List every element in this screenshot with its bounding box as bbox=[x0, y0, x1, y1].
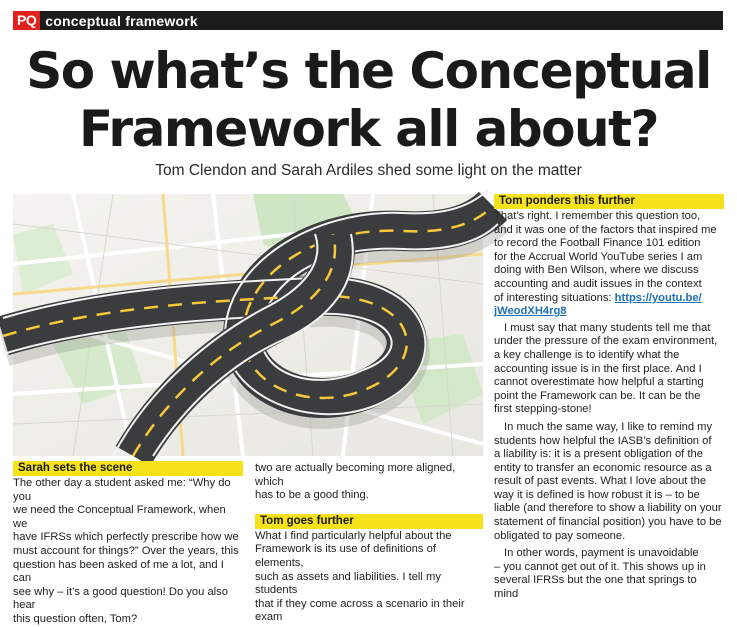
text-line: way it is defined is how robust it is – to be bbox=[494, 488, 700, 501]
title-line-1: So what’s the Conceptual bbox=[26, 42, 711, 100]
col3-paragraph-2 bbox=[494, 322, 724, 417]
text-line: question has been asked of me a lot, and I can bbox=[13, 558, 224, 585]
text-line: two are actually becoming more aligned, which bbox=[255, 462, 456, 488]
text-line: this question often, Tom? bbox=[13, 612, 138, 625]
article-subtitle: Tom Clendon and Sarah Ardiles shed some light on the matter bbox=[155, 162, 582, 179]
text-line: a key challenge is to identify what the bbox=[494, 348, 680, 361]
col3-paragraph-4 bbox=[494, 547, 724, 601]
text-line: several IFRSs but the one that springs to mind bbox=[494, 574, 697, 601]
text-line: under the pressure of the exam environment, bbox=[494, 335, 718, 348]
text-line: In much the same way, I like to remind my bbox=[504, 420, 713, 433]
text-line: accounting issue is in the first place. And I bbox=[494, 362, 702, 375]
text-line: cannot overestimate how helpful a starting bbox=[494, 376, 704, 389]
knotted-road-illustration bbox=[13, 194, 483, 456]
hero-image-knotted-road bbox=[13, 194, 483, 456]
text-line: and it was one of the factors that inspired me bbox=[494, 223, 717, 236]
text-line: see why – it’s a good question! Do you also hear bbox=[13, 585, 228, 612]
text-line: liable (and therefore to show a liability on your bbox=[494, 502, 722, 515]
youtube-link-part-1[interactable]: https://youtu.be/ bbox=[614, 291, 702, 304]
text-line: point the Framework can be. It can be the bbox=[494, 389, 701, 402]
text-line: entity to transfer an economic resource as a bbox=[494, 461, 712, 474]
column-2 bbox=[255, 458, 483, 625]
text-line: we need the Conceptual Framework, when we bbox=[13, 504, 226, 530]
column-3 bbox=[494, 194, 724, 602]
text-line: result of past events. What I love about the bbox=[494, 475, 707, 488]
text-line: The other day a student asked me: “Why do you bbox=[13, 477, 231, 503]
text-line: to record the Football Finance 101 edition bbox=[494, 237, 701, 250]
text-line: That’s right. I remember this question too, bbox=[494, 210, 701, 222]
pq-logo: PQ bbox=[13, 11, 40, 30]
col1-paragraph bbox=[13, 477, 243, 627]
text-line: must account for things?” Over the years, this bbox=[13, 544, 239, 557]
col3-paragraph-1 bbox=[494, 210, 724, 319]
text-line: a liability is: it is a present obligation of the bbox=[494, 448, 703, 461]
article-title bbox=[0, 42, 737, 158]
text-line: – you cannot get out of it. This shows up in bbox=[494, 560, 706, 573]
text-line: that if they come across a scenario in their exam bbox=[255, 597, 465, 624]
text-line: accounting and audit issues in the context bbox=[494, 277, 702, 290]
youtube-link-part-2[interactable]: jWeodXH4rg8 bbox=[494, 305, 567, 318]
text-line: I must say that many students tell me that bbox=[504, 321, 711, 334]
section-header-bar bbox=[13, 11, 723, 30]
text-line: has to be a good thing. bbox=[255, 489, 369, 502]
text-line: first stepping-stone! bbox=[494, 403, 592, 416]
heading-tom-ponders-this-further: Tom ponders this further bbox=[494, 194, 724, 209]
col2-intro bbox=[255, 462, 483, 503]
text-line: doing with Ben Wilson, where we discuss bbox=[494, 264, 699, 277]
title-line-2: Framework all about? bbox=[78, 100, 659, 158]
col3-paragraph-3 bbox=[494, 421, 724, 543]
text-line: What I find particularly helpful about the bbox=[255, 529, 452, 542]
text-line: obligated to pay someone. bbox=[494, 529, 626, 542]
text-line: In other words, payment is unavoidable bbox=[504, 547, 699, 560]
heading-sarah-sets-the-scene: Sarah sets the scene bbox=[13, 461, 243, 476]
column-1 bbox=[13, 458, 243, 627]
text-line: students how helpful the IASB’s definition of bbox=[494, 434, 712, 447]
text-line: have IFRSs which perfectly prescribe how we bbox=[13, 531, 239, 544]
section-label: conceptual framework bbox=[45, 12, 198, 29]
col2-paragraph bbox=[255, 530, 483, 625]
text-line: for the Accrual World YouTube series I am bbox=[494, 250, 703, 263]
text-line: statement of financial position) you have to be bbox=[494, 516, 722, 529]
heading-tom-goes-further: Tom goes further bbox=[255, 514, 483, 529]
text-line: such as assets and liabilities. I tell my students bbox=[255, 570, 441, 597]
text-line: Framework is its use of definitions of elements, bbox=[255, 543, 436, 569]
text-line: of interesting situations: bbox=[494, 291, 612, 304]
